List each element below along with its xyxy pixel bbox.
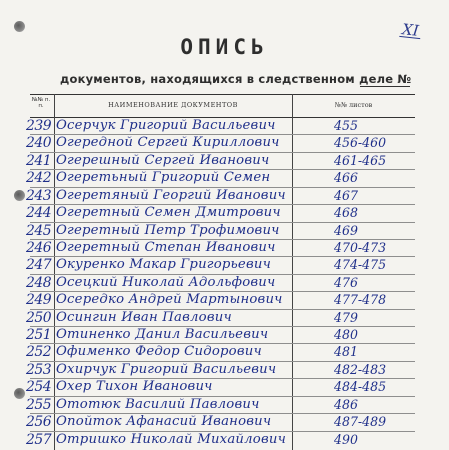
row-sheets: 479 (334, 309, 358, 325)
row-number: 250 (26, 309, 52, 326)
row-number: 246 (26, 239, 52, 256)
table-row (26, 379, 415, 396)
column-header-name: НАИМЕНОВАНИЕ ДОКУМЕНТОВ (108, 101, 238, 109)
row-sheets: 461-465 (334, 152, 387, 168)
table-row (26, 327, 415, 344)
row-name: Ототюк Василий Павлович (56, 396, 260, 412)
punch-hole-middle (14, 190, 25, 201)
row-sheets: 490 (334, 431, 358, 447)
row-name: Охер Тихон Иванович (56, 379, 213, 395)
row-name: Огеретный Степан Иванович (56, 239, 276, 255)
row-sheets: 487-489 (334, 414, 387, 430)
table-row (26, 239, 415, 257)
row-name: Огеретный Семен Дмитрович (56, 205, 281, 221)
row-name: Осецкий Николай Адольфович (56, 274, 276, 290)
row-name: Осередко Андрей Мартынович (56, 292, 283, 308)
table-row (26, 205, 415, 222)
row-sheets: 456-460 (334, 135, 387, 151)
case-number-blank (360, 86, 410, 87)
table-row (26, 135, 415, 152)
row-number: 240 (26, 135, 52, 152)
table-row (26, 396, 415, 414)
row-sheets: 480 (334, 327, 358, 343)
table-top-rule (30, 94, 415, 95)
row-sheets: 469 (334, 222, 358, 238)
page-title: ОПИСЬ (180, 35, 269, 59)
row-name: Опойток Афанасий Иванович (56, 414, 272, 430)
row-name: Огередной Сергей Кириллович (56, 135, 280, 151)
row-name: Осерчук Григорий Васильевич (56, 118, 276, 133)
table-row (26, 118, 415, 135)
row-number: 253 (26, 361, 52, 378)
row-number: 255 (26, 396, 52, 413)
row-name: Отиненко Данил Васильевич (56, 327, 269, 343)
table-row (26, 257, 415, 274)
row-name: Осингин Иван Павлович (56, 309, 232, 325)
row-name: Огеретяный Георгий Иванович (56, 187, 286, 203)
row-number: 245 (26, 222, 52, 239)
row-name: Огерешный Сергей Иванович (56, 152, 270, 168)
table-row (26, 292, 415, 309)
row-number: 242 (26, 170, 52, 187)
table-row (26, 152, 415, 170)
row-number: 249 (26, 292, 52, 309)
punch-hole-bottom (14, 388, 25, 399)
row-sheets: 482-483 (334, 361, 387, 377)
table-row (26, 344, 415, 361)
row-sheets: 470-473 (334, 239, 387, 255)
row-number: 254 (26, 379, 52, 396)
row-name: Отришко Николай Михайлович (56, 431, 286, 447)
table-row (26, 431, 415, 448)
row-name: Офименко Федор Сидорович (56, 344, 262, 360)
row-sheets: 481 (334, 344, 358, 360)
row-name: Охирчук Григорий Васильевич (56, 361, 277, 377)
row-sheets: 468 (334, 205, 358, 221)
row-sheets: 477-478 (334, 292, 387, 308)
row-name: Окуренко Макар Григорьевич (56, 257, 272, 273)
row-number: 257 (26, 431, 52, 448)
column-header-no: №№ п. п. (31, 97, 51, 109)
row-sheets: 455 (334, 118, 358, 133)
row-number: 244 (26, 205, 52, 222)
table-row (26, 309, 415, 327)
row-number: 251 (26, 327, 52, 344)
row-number: 256 (26, 414, 52, 431)
table-row (26, 187, 415, 205)
row-sheets: 476 (334, 274, 358, 290)
page-subtitle: документов, находящихся в следственном деле № (60, 72, 412, 86)
row-number: 243 (26, 187, 52, 204)
row-number: 248 (26, 274, 52, 291)
row-name: Огеретьный Григорий Семен (56, 170, 271, 186)
column-header-sheets: №№ листов (334, 101, 373, 109)
table-row (26, 361, 415, 379)
table-row (26, 170, 415, 187)
row-number: 252 (26, 344, 52, 361)
table-row (26, 414, 415, 431)
row-sheets: 474-475 (334, 257, 387, 273)
row-number: 247 (26, 257, 52, 274)
row-sheets: 466 (334, 170, 358, 186)
volume-mark: XI (401, 20, 420, 40)
row-sheets: 484-485 (334, 379, 387, 395)
row-sheets: 486 (334, 396, 358, 412)
table-row (26, 222, 415, 240)
punch-hole-top (14, 21, 25, 32)
row-sheets: 467 (334, 187, 358, 203)
row-number: 241 (26, 152, 52, 169)
row-number: 239 (26, 118, 52, 134)
table-row (26, 274, 415, 292)
row-name: Огеретный Петр Трофимович (56, 222, 280, 238)
